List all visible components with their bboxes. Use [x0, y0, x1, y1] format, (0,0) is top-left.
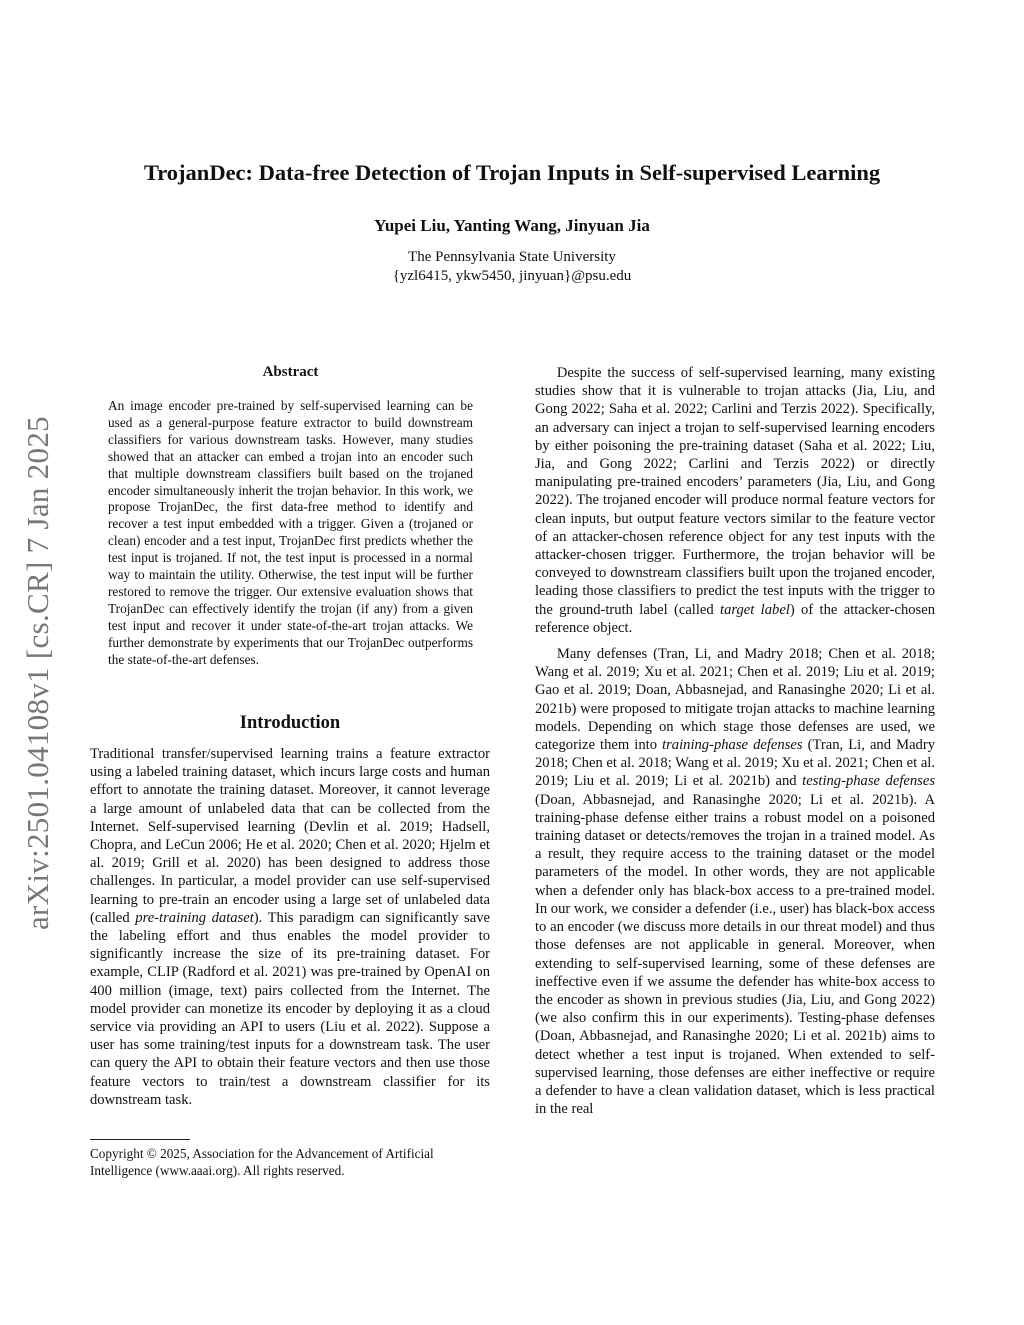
affiliation-block	[0, 248, 1024, 286]
affiliation: The Pennsylvania State University	[408, 249, 616, 265]
author-emails: {yzl6415, ykw5450, jinyuan}@psu.edu	[392, 268, 632, 284]
author-list: Yupei Liu, Yanting Wang, Jinyuan Jia	[374, 216, 650, 235]
paper-title: TrojanDec: Data-free Detection of Trojan Inputs in Self-supervised Learning	[143, 160, 881, 185]
arxiv-stamp: arXiv:2501.04108v1 [cs.CR] 7 Jan 2025	[20, 416, 55, 930]
abstract-heading: Abstract	[262, 364, 319, 380]
copyright-footnote: Copyright © 2025, Association for the Advancement of Artificial Intelligence (www.aaai.org). All rights reserved.	[90, 1146, 434, 1178]
introduction-heading: Introduction	[239, 713, 341, 733]
left-column-body	[90, 745, 490, 1109]
intro-paragraph-1: Traditional transfer/supervised learning trains a feature extractor using a labeled training dataset, which incurs large costs and human effort to annotate the training dataset. Moreover, it cannot leverage a large amount of unlabeled data that can be collected from the Internet. Self-supervised learning (Devlin et al. 2019; Hadsell, Chopra, and LeCun 2006; He et al. 2020; Chen et al. 2020; Hjelm et al. 2019; Grill et al. 2020) has been designed to address those challenges. In particular, a model provider can use self-supervised learning to pre-train an encoder using a large set of unlabeled data (called pre-training dataset). This paradigm can significantly save the labeling effort and thus enables the model provider to significantly increase the size of its pre-training dataset. For example, CLIP (Radford et al. 2021) was pre-trained by OpenAI on 400 million (image, text) pairs collected from the Internet. The model provider can monetize its encoder by deploying it as a cloud service via providing an API to users (Liu et al. 2022). Suppose a user has some training/test inputs for a downstream task. The user can query the API to obtain their feature vectors and then use those feature vectors to train/test a downstream classifier for its downstream task.	[90, 746, 490, 1108]
intro-paragraph-2: Despite the success of self-supervised learning, many existing studies show that it is vulnerable to trojan attacks (Jia, Liu, and Gong 2022; Saha et al. 2022; Carlini and Terzis 2022). Specifically, an adversary can inject a trojan to self-supervised learning encoders by either poisoning the pre-training dataset (Saha et al. 2022; Liu, Jia, and Gong 2022; Carlini and Terzis 2022) or directly manipulating pre-trained encoders’ parameters (Jia, Liu, and Gong 2022). The trojaned encoder will produce normal feature vectors for clean inputs, but output feature vectors similar to the feature vector of an attacker-chosen reference object for any test inputs with the attacker-chosen trigger. Furthermore, the trojan behavior will be conveyed to downstream classifiers built upon the trojaned encoder, leading those classifiers to predict the test inputs with the trigger to the ground-truth label (called target label) of the attacker-chosen reference object.	[535, 365, 935, 636]
footnote-divider	[90, 1139, 190, 1140]
intro-paragraph-3: Many defenses (Tran, Li, and Madry 2018; Chen et al. 2018; Wang et al. 2019; Xu et al. 2021; Chen et al. 2019; Liu et al. 2019; Gao et al. 2019; Doan, Abbasnejad, and Ranasinghe 2020; Li et al. 2021b) were proposed to mitigate trojan attacks to machine learning models. Depending on which stage those defenses are used, we categorize them into training-phase defenses (Tran, Li, and Madry 2018; Chen et al. 2018; Wang et al. 2019; Xu et al. 2021; Chen et al. 2019; Liu et al. 2019; Li et al. 2021b) and testing-phase defenses (Doan, Abbasnejad, and Ranasinghe 2020; Li et al. 2021b). A training-phase defense either trains a robust model on a poisoned training dataset or detects/removes the trojan in a trained model. As a result, they require access to the training dataset or the model parameters of the model. In other words, they are not applicable when a defender only has black-box access to a pre-trained model. In our work, we consider a defender (i.e., user) has black-box access to an encoder (we discuss more details in our threat model) and thus those defenses are not applicable in general. Moreover, when extending to self-supervised learning, some of these defenses are ineffective even if we assume the defender has white-box access to the encoder as shown in previous studies (Jia, Liu, and Gong 2022) (we also confirm this in our experiments). Testing-phase defenses (Doan, Abbasnejad, and Ranasinghe 2020; Li et al. 2021b) aims to detect whether a test input is trojaned. When extended to self-supervised learning, those defenses are either ineffective or require a defender to have a clean validation dataset, which is less practical in the real	[535, 646, 936, 1118]
right-column-body	[535, 364, 935, 1118]
abstract-text: An image encoder pre-trained by self-supervised learning can be used as a general-purpose feature extractor to build downstream classifiers for various downstream tasks. However, many studies showed that an attacker can embed a trojan into an encoder such that multiple downstream classifiers built based on the trojaned encoder simultaneously inherit the trojan behavior. In this work, we propose TrojanDec, the first data-free method to identify and recover a test input embedded with a trigger. Given a (trojaned or clean) encoder and a test input, TrojanDec first predicts whether the test input is trojaned. If not, the test input is processed in a normal way to maintain the utility. Otherwise, the test input will be further restored to remove the trigger. Our extensive evaluation shows that TrojanDec can effectively identify the trojan (if any) from a given test input and recover it under state-of-the-art trojan attacks. We further demonstrate by experiments that our TrojanDec outperforms the state-of-the-art defenses.	[108, 398, 473, 667]
